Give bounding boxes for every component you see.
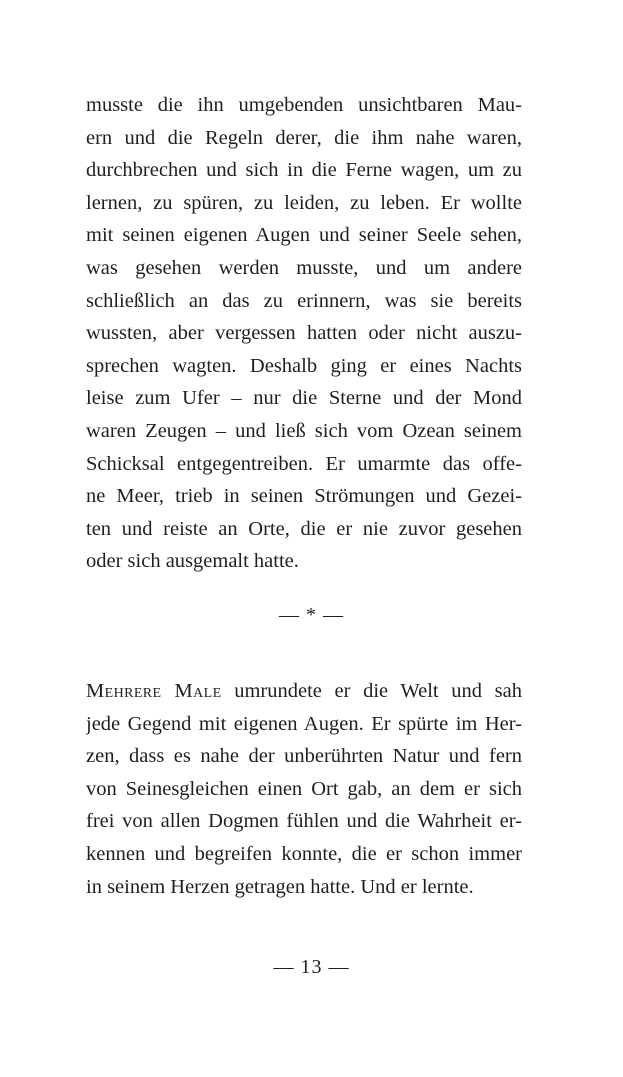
page-number: — 13 — [273, 956, 350, 978]
text-line: leise zum Ufer – nur die Sterne und der Mond [86, 387, 522, 410]
text-line: oder sich ausgemalt hatte. [86, 550, 299, 573]
text-line: musste die ihn umgebenden unsichtbaren Mau- [86, 94, 522, 116]
text-line: zen, dass es nahe der unberührten Natur und fern [86, 745, 522, 768]
text-line: lernen, zu spüren, zu leiden, zu leben. Er wollte [86, 191, 522, 214]
section-separator: — * — [279, 604, 344, 626]
text-line: waren Zeugen – und ließ sich vom Ozean seinem [86, 419, 522, 442]
text-line-first [86, 675, 522, 708]
text-line: schließlich an das zu erinnern, was sie bereits [86, 289, 522, 312]
text-line: jede Gegend mit eigenen Augen. Er spürte im Her- [86, 712, 522, 735]
text-line: in seinem Herzen getragen hatte. Und er lernte. [86, 875, 474, 898]
text-line: durchbrechen und sich in die Ferne wagen, um zu [86, 159, 522, 182]
text-line: mit seinen eigenen Augen und seiner Seele sehen, [86, 224, 522, 247]
paragraph-2 [86, 675, 522, 903]
text-line: sprechen wagten. Deshalb ging er eines Nachts [86, 354, 522, 377]
first-line-rest: umrundete er die Welt und sah [221, 680, 522, 702]
text-line: frei von allen Dogmen fühlen und die Wahrheit er- [86, 810, 522, 833]
small-caps-lead: Mehrere Male [86, 680, 222, 702]
text-line: kennen und begreifen konnte, die er schon immer [86, 842, 522, 865]
paragraph-1 [86, 89, 522, 578]
text-line: ne Meer, trieb in seinen Strömungen und Gezei- [86, 485, 522, 508]
text-line: von Seinesgleichen einen Ort gab, an dem er sich [86, 777, 522, 800]
text-line: ern und die Regeln derer, die ihm nahe waren, [86, 126, 522, 149]
text-line: ten und reiste an Orte, die er nie zuvor gesehen [86, 517, 522, 540]
text-line: was gesehen werden musste, und um andere [86, 256, 522, 279]
text-line: Schicksal entgegentreiben. Er umarmte das offe- [86, 452, 522, 475]
text-line: wussten, aber vergessen hatten oder nicht auszu- [86, 322, 522, 345]
